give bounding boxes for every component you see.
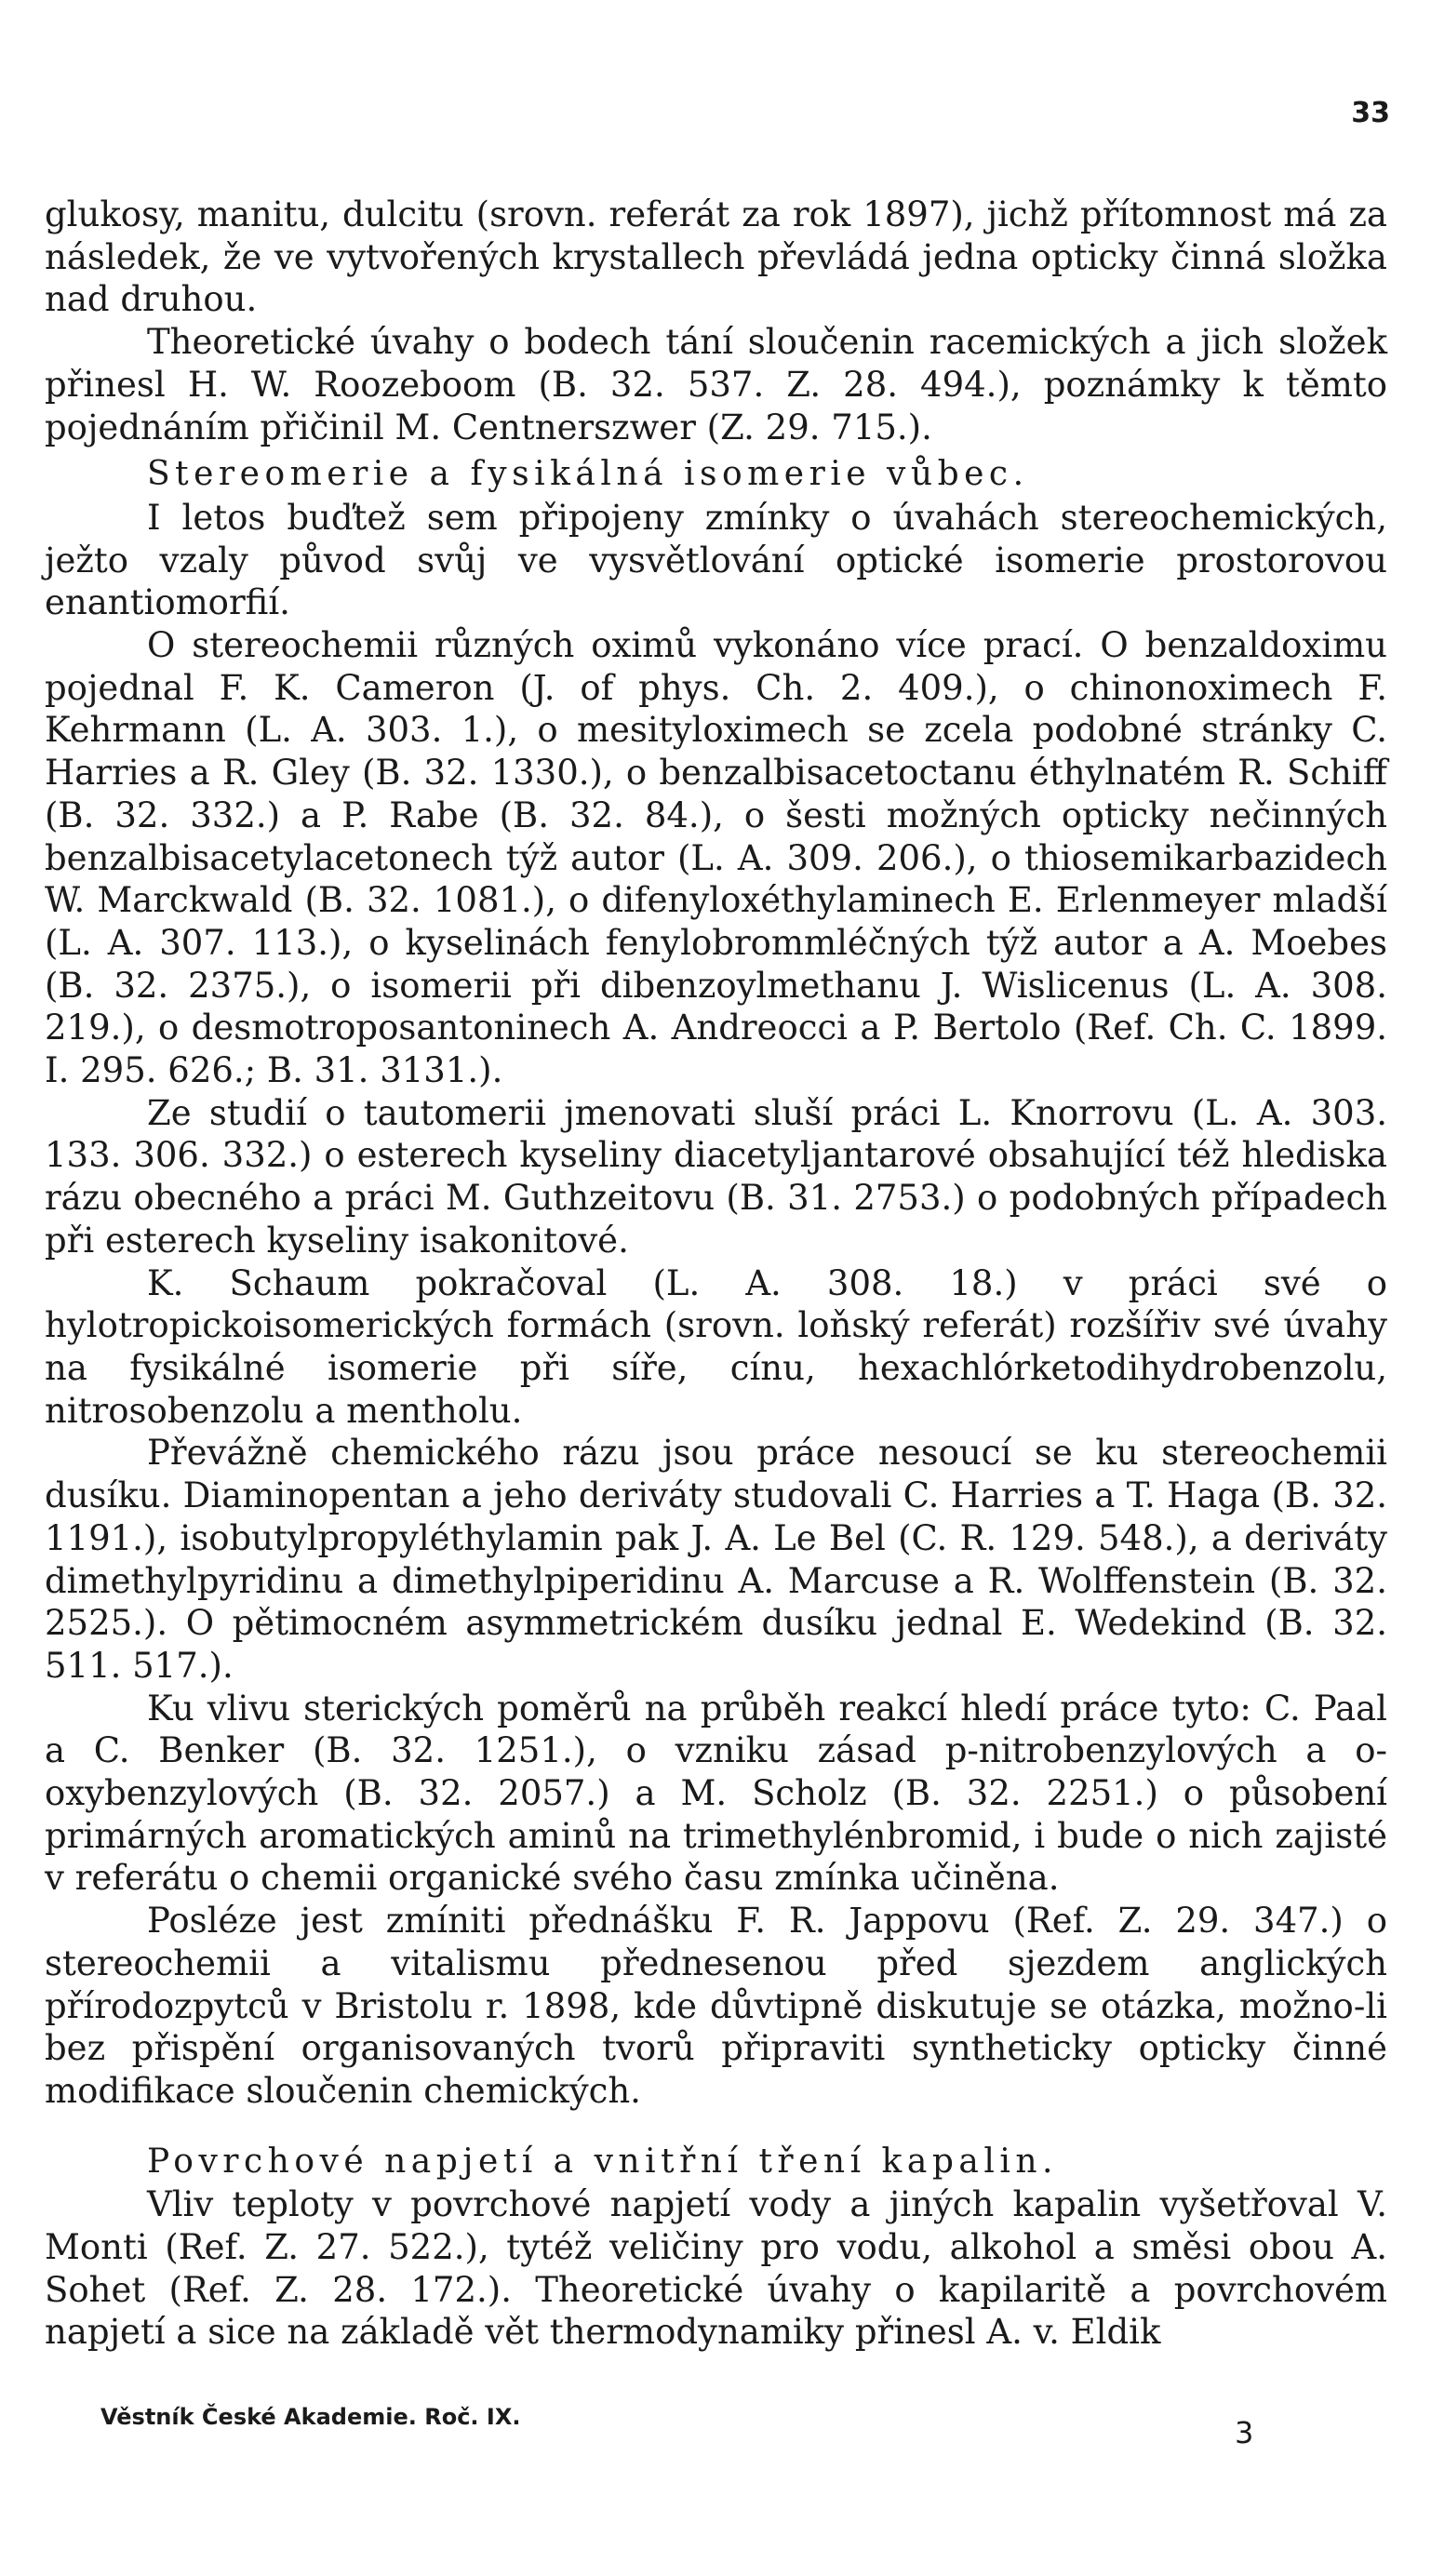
footer-journal: Věstník České Akademie. Roč. IX. [100, 2404, 521, 2430]
paragraph: Posléze jest zmíniti přednášku F. R. Jappovu (Ref. Z. 29. 347.) o stereochemii a vitalismu přednesenou před sjezdem anglických přírodozpytců v Bristolu r. 1898, kde důvtipně diskutuje se otázka, možno-li bez přispění organisovaných tvorů připraviti syntheticky opticky činné modifikace sloučenin chemických. [45, 1901, 1387, 2111]
paragraph: Theoretické úvahy o bodech tání sloučenin racemických a jich složek přinesl H. W. Roozeboom (B. 32. 537. Z. 28. 494.), poznámky k těmto pojednáním přičinil M. Centnerszwer (Z. 29. 715.). [45, 322, 1387, 447]
signature-mark: 3 [1235, 2415, 1254, 2450]
paragraph: Ze studií o tautomerii jmenovati sluší práci L. Knorrovu (L. A. 303. 133. 306. 332.) o esterech kyseliny diacetyljantarové obsahující též hlediska rázu obecného a práci M. Guthzeitovu (B. 31. 2753.) o podobných případech při esterech kyseliny isakonitové. [45, 1092, 1387, 1261]
section-heading-stereomerie: Stereomerie a fysikálná isomerie vůbec. [147, 455, 1029, 494]
paragraph: I letos buďtež sem připojeny zmínky o úvahách stereochemických, ježto vzaly původ svůj ve vysvětlování optické isomerie prostorovou enantiomorfií. [45, 497, 1387, 623]
paragraph: K. Schaum pokračoval (L. A. 308. 18.) v práci své o hylotropickoisomerických formách (srovn. loňský referát) rozšířiv své úvahy na fysikálné isomerie při síře, cínu, hexachlórketodihydrobenzolu, nitrosobenzolu a mentholu. [45, 1262, 1387, 1431]
paragraph: Ku vlivu sterických poměrů na průběh reakcí hledí práce tyto: C. Paal a C. Benker (B. 32. 1251.), o vzniku zásad p-nitrobenzylových a o-oxybenzylových (B. 32. 2057.) a M. Scholz (B. 32. 2251.) o působení primárných aromatických aminů na trimethylénbromid, i bude o nich zajisté v referátu o chemii organické svého času zmínka učiněna. [45, 1688, 1387, 1899]
paragraph: Vliv teploty v povrchové napjetí vody a jiných kapalin vyšetřoval V. Monti (Ref. Z. 27. 522.), tytéž veličiny pro vodu, alkohol a směsi obou A. Sohet (Ref. Z. 28. 172.). Theoretické úvahy o kapilaritě a povrchovém napjetí a sice na základě vět thermodynamiky přinesl A. v. Eldik [45, 2184, 1387, 2353]
paragraph: O stereochemii různých oximů vykonáno více prací. O benzaldoximu pojednal F. K. Cameron (J. of phys. Ch. 2. 409.), o chinonoximech F. Kehrmann (L. A. 303. 1.), o mesityloximech se zcela podobné stránky C. Harries a R. Gley (B. 32. 1330.), o benzalbisacetoctanu éthylnatém R. Schiff (B. 32. 332.) a P. Rabe (B. 32. 84.), o šesti možných opticky nečinných benzalbisacetylacetonech týž autor (L. A. 309. 206.), o thiosemikarbazidech W. Marckwald (B. 32. 1081.), o difenyloxéthylaminech E. Erlenmeyer mladší (L. A. 307. 113.), o kyselinách fenylobrommléčných týž autor a A. Moebes (B. 32. 2375.), o isomerii při dibenzoylmethanu J. Wislicenus (L. A. 308. 219.), o desmotroposantoninech A. Andreocci a P. Bertolo (Ref. Ch. C. 1899. I. 295. 626.; B. 31. 3131.). [45, 625, 1387, 1091]
body-text [45, 194, 1387, 2354]
section-heading-povrchove-napjeti: Povrchové napjetí a vnitřní tření kapalin. [147, 2142, 1059, 2181]
page-number: 33 [1351, 97, 1390, 129]
paragraph: glukosy, manitu, dulcitu (srovn. referát za rok 1897), jichž přítomnost má za následek, že ve vytvořených krystallech převládá jedna opticky činná složka nad druhou. [45, 194, 1387, 320]
paragraph: Převážně chemického rázu jsou práce nesoucí se ku stereochemii dusíku. Diaminopentan a jeho deriváty studovali C. Harries a T. Haga (B. 32. 1191.), isobutylpropyléthylamin pak J. A. Le Bel (C. R. 129. 548.), a deriváty dimethylpyridinu a dimethylpiperidinu A. Marcuse a R. Wolffenstein (B. 32. 2525.). O pětimocném asymmetrickém dusíku jednal E. Wedekind (B. 32. 511. 517.). [45, 1433, 1387, 1686]
